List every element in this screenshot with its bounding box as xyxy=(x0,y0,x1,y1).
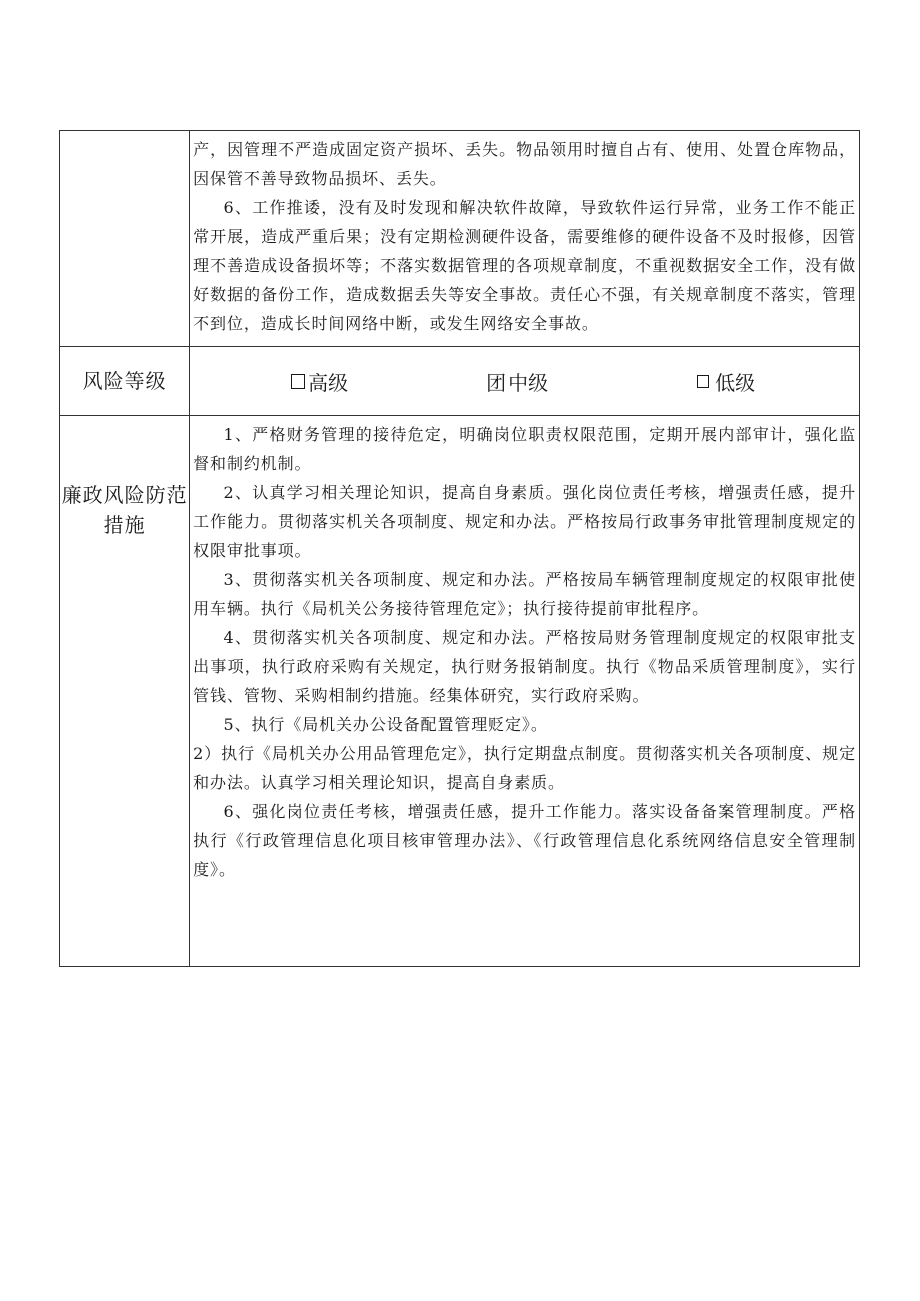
paragraph: 6、工作推诿，没有及时发现和解决软件故障，导致软件运行异常，业务工作不能正常开展，造成严重后果；没有定期检测硬件设备，需要维修的硬件设备不及时报修，因管理不善造成设备损坏等；不落实数据管理的各项规章制度，不重视数据安全工作，没有做好数据的备份工作，造成数据丢失等安全事故。责任心不强，有关规章制度不落实，管理不到位，造成长时间网络中断，或发生网络安全事故。 xyxy=(193,198,856,333)
risk-content-label-cell xyxy=(60,131,190,347)
measures-cell xyxy=(190,416,860,967)
risk-level-options xyxy=(190,347,860,416)
paragraph: 5、执行《局机关办公设备配置管理贬定》。 xyxy=(223,715,548,734)
risk-table xyxy=(59,130,860,967)
measures-label: 廉政风险防范措施 xyxy=(60,416,190,967)
risk-level-row xyxy=(60,347,860,416)
level-option-low[interactable] xyxy=(697,367,755,396)
risk-content-row xyxy=(60,131,860,347)
level-mid-label: 中级 xyxy=(508,370,549,395)
measures-row xyxy=(60,416,860,967)
risk-content-text xyxy=(190,131,859,346)
checkbox-empty-icon xyxy=(697,375,709,388)
level-low-label: 低级 xyxy=(715,370,756,395)
level-option-high[interactable] xyxy=(291,367,486,396)
measures-text xyxy=(190,416,859,892)
risk-level-label: 风险等级 xyxy=(60,347,190,416)
level-option-mid[interactable] xyxy=(486,367,697,396)
paragraph: 3、贯彻落实机关各项制度、规定和办法。严格按局车辆管理制度规定的权限审批使用车辆。执行《局机关公务接待管理危定》；执行接待提前审批程序。 xyxy=(193,570,856,618)
paragraph: 1、严格财务管理的接待危定，明确岗位职责权限范围，定期开展内部审计，强化监督和制约机制。 xyxy=(193,425,856,473)
checkbox-empty-icon xyxy=(291,374,305,389)
level-mid-mark: 团 xyxy=(486,370,507,395)
level-high-label: 高级 xyxy=(308,370,349,395)
paragraph: 产，因管理不严造成固定资产损坏、丢失。物品领用时擅自占有、使用、处置仓库物品，因保管不善导致物品损坏、丢失。 xyxy=(193,140,856,188)
paragraph: 4、贯彻落实机关各项制度、规定和办法。严格按局财务管理制度规定的权限审批支出事项，执行政府采购有关规定，执行财务报销制度。执行《物品采质管理制度》，实行管钱、管物、采购相制约措施。经集体研究，实行政府采购。 xyxy=(193,628,856,705)
paragraph: 6、强化岗位责任考核，增强责任感，提升工作能力。落实设备备案管理制度。严格执行《行政管理信息化项目核审管理办法》、《行政管理信息化系统网络信息安全管理制度》。 xyxy=(193,802,856,879)
paragraph: 2、认真学习相关理论知识，提高自身素质。强化岗位责任考核，增强责任感，提升工作能力。贯彻落实机关各项制度、规定和办法。严格按局行政事务审批管理制度规定的权限审批事项。 xyxy=(193,483,856,560)
risk-content-cell xyxy=(190,131,860,347)
paragraph: 2）执行《局机关办公用品管理危定》，执行定期盘点制度。贯彻落实机关各项制度、规定和办法。认真学习相关理论知识，提高自身素质。 xyxy=(193,744,856,792)
